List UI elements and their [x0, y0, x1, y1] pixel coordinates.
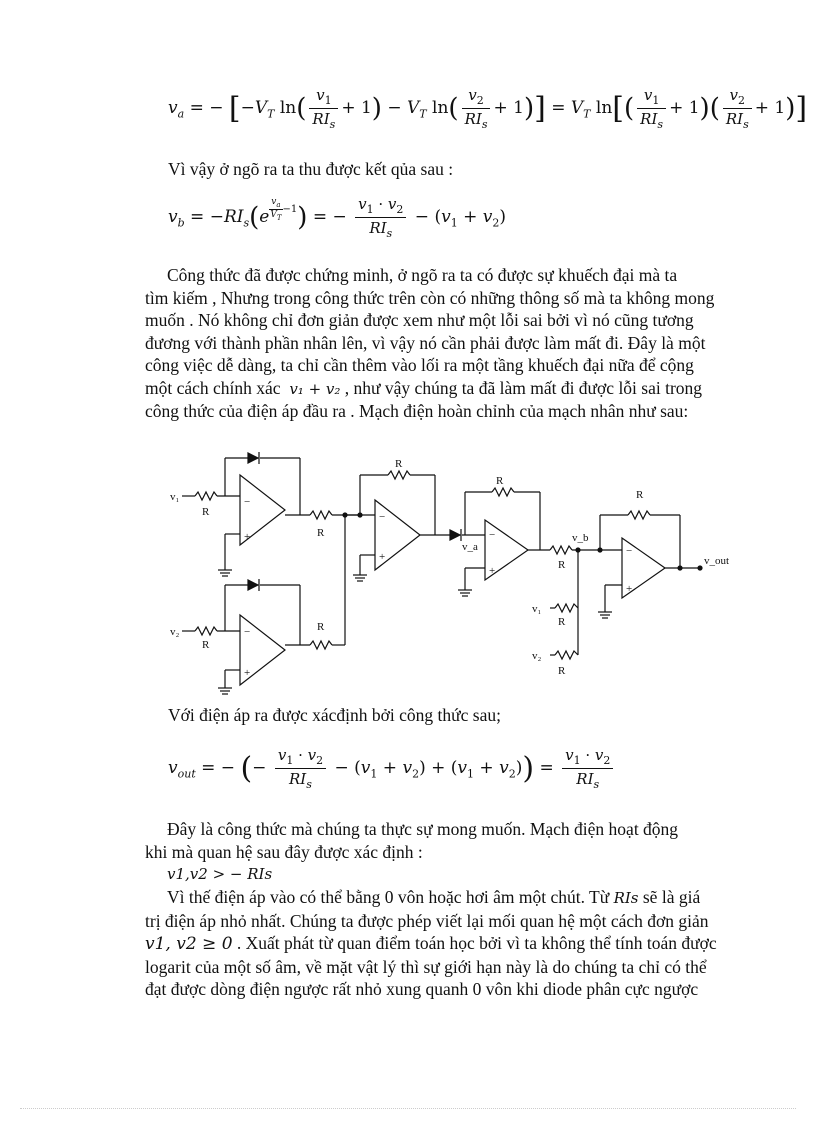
label-r: R — [636, 489, 644, 501]
label-r: R — [558, 665, 566, 677]
paragraph-2: Đây là công thức mà chúng ta thực sự mong muốn. Mạch điện hoạt động khi mà quan hệ sau đây được xác định : v1,v2 > − RIs — [145, 818, 730, 886]
label-r: R — [496, 475, 504, 487]
page-footer-rule — [20, 1108, 796, 1109]
label-r: R — [317, 621, 325, 633]
label-plus: + — [626, 583, 633, 595]
label-r: R — [558, 616, 566, 628]
label-minus: − — [244, 496, 251, 508]
paragraph-1: Công thức đã được chứng minh, ở ngõ ra ta có được sự khuếch đại mà ta tìm kiếm , Nhưng trong công thức trên còn có những thông số mà ta không mong muốn . Nó không chỉ đơn giản được xem như một lỗi sai bởi vì nó cũng tương đương với thành phần nhân lên, vì vậy nó cần phải được làm mất đi. Đây là một công việc dễ dàng, ta chỉ cần thêm vào lối ra một tầng khuếch đại nữa để cộng một cách chính xác v₁ + v₂ , như vậy chúng ta đã làm mất đi được lỗi sai trong công thức của điện áp đầu ra . Mạch điện hoàn chỉnh của mạch nhân như sau: — [145, 265, 715, 421]
equation-vout: $v_{out}$ = − (− $\frac{v_1 \cdot v_2}{RI_s}$ − $(v_1 + v_2) + (v_1 + v_2)$) = $\frac{v_1 \cdot v_2}{RI_s}$ — [168, 746, 616, 791]
label-va: v_a — [462, 541, 478, 553]
label-plus: + — [244, 667, 251, 679]
label-r: R — [317, 527, 325, 539]
label-v2: v₂ — [170, 626, 180, 638]
label-minus: − — [489, 529, 496, 541]
intro-vout-text: Với điện áp ra được xácđịnh bởi công thức sau; — [168, 705, 501, 725]
label-vb: v_b — [572, 532, 589, 544]
label-plus: + — [379, 551, 386, 563]
label-plus: + — [244, 531, 251, 543]
label-v1: v₁ — [170, 491, 180, 503]
label-r: R — [202, 639, 210, 651]
equation-va: $v_a$ = − [$-V_T$ ln( $\frac{v_1}{RI_s}$ + $1) - V_T$ ln( $\frac{v_2}{RI_s}$ + $1)] = V_T$ ln[( $\frac{v_1}{RI_s}$ + 1)( $\frac{v_2}{RI_s}$ + 1)] — [168, 86, 808, 131]
label-v1: v₁ — [532, 603, 542, 615]
label-r: R — [558, 559, 566, 571]
paragraph-3: Vì thế điện áp vào có thể bằng 0 vôn hoặc hơi âm một chút. Từ RIs sẽ là giá trị điện áp nhỏ nhất. Chúng ta được phép viết lại mối quan hệ một cách đơn giản v1, v2 ≥ 0 . Xuất phát từ quan điểm toán học bởi vì ta không thể tính toán được logarit của một số âm, về mặt vật lý thì sự giới hạn này là do chúng ta chỉ có thể đạt được dòng điện ngược rất nhỏ xung quanh 0 vôn khi diode phân cực ngược — [145, 887, 717, 999]
label-plus: + — [489, 565, 496, 577]
label-minus: − — [379, 511, 386, 523]
intro-output-text: Vì vậy ở ngõ ra ta thu được kết qủa sau : — [168, 159, 454, 179]
label-minus: − — [626, 545, 633, 557]
label-r: R — [202, 506, 210, 518]
condition-formula: v1,v2 > − RIs — [167, 865, 273, 883]
multiplier-circuit-diagram — [160, 440, 740, 700]
label-v2: v₂ — [532, 650, 542, 662]
label-r: R — [395, 458, 403, 470]
label-minus: − — [244, 626, 251, 638]
label-vout: v_out — [704, 555, 730, 567]
equation-vb: $v_b = -RI_s(e$ $^{\frac{v_a}{V_T} -1}$) = − $\frac{v_1 \cdot v_2}{RI_s}$ − $(v_1 + v_2)$ — [168, 195, 507, 240]
